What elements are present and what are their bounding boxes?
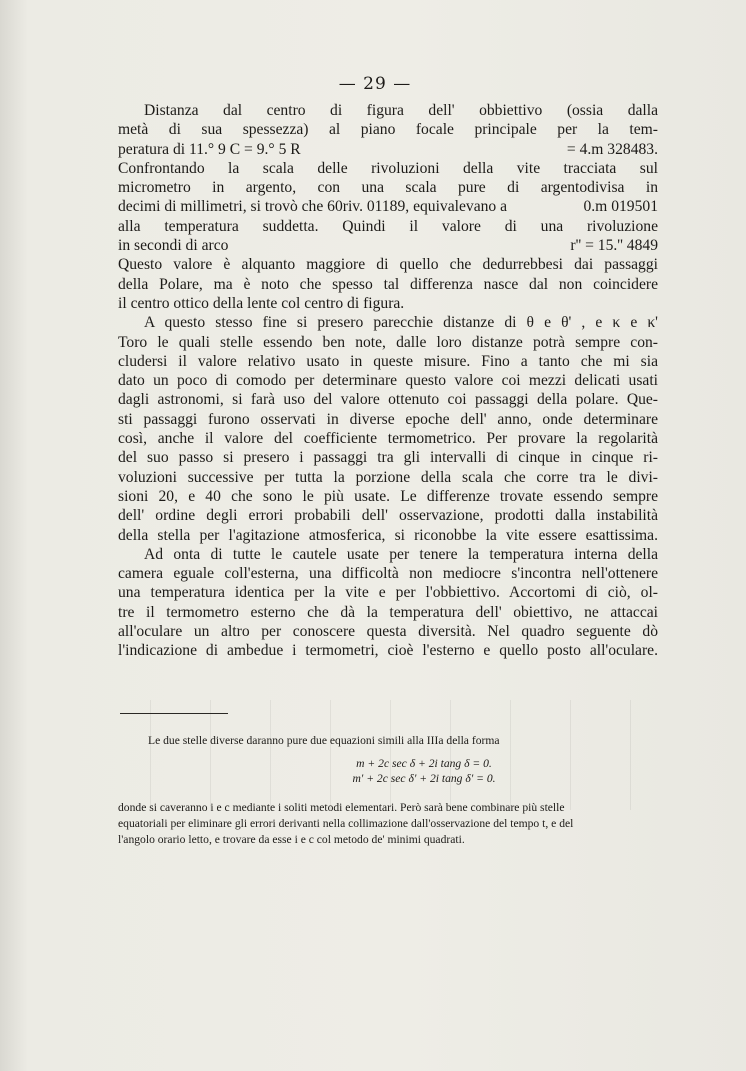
text-line: Distanza dal centro di figura dell' obbiettivo (ossia dalla bbox=[144, 102, 658, 119]
text-line: camera eguale coll'esterna, una difficoltà non mediocre s'incontra nell'ottenere bbox=[118, 565, 658, 583]
text-line: del suo passo si presero i passaggi tra gli intervalli di cinque in cinque ri- bbox=[118, 449, 658, 467]
text-line: il centro ottico della lente col centro di figura. bbox=[118, 294, 405, 312]
footnote-line: donde si caveranno i e c mediante i soliti metodi elementari. Però sarà bene combinare più stelle bbox=[118, 801, 565, 814]
text-line: micrometro in argento, con una scala pure di argentodivisa in bbox=[118, 179, 658, 197]
line-value: 0.m 019501 bbox=[583, 198, 658, 216]
text-line-with-value bbox=[118, 236, 658, 255]
text-line: sti passaggi furono osservati in diverse epoche dell' anno, onde determinare bbox=[118, 410, 658, 428]
footnote bbox=[148, 733, 660, 786]
footnote-intro: Le due stelle diverse daranno pure due equazioni simili alla IIIa della forma bbox=[148, 734, 500, 747]
text-line: A questo stesso fine si presero parecchie distanze di θ e θ' , e κ e κ' bbox=[144, 314, 658, 332]
text-line: Ad onta di tutte le cautele usate per tenere la temperatura interna della bbox=[144, 545, 658, 563]
text-line-with-value bbox=[118, 140, 658, 159]
text-line: all'oculare un altro per conoscere questa diversità. Nel quadro seguente dò bbox=[118, 623, 658, 641]
footnote-line: l'angolo orario letto, e trovare da esse i e c col metodo de' minimi quadrati. bbox=[118, 833, 465, 846]
text-line: della Polare, ma è noto che spesso tal differenza nasce dal non coincidere bbox=[118, 275, 658, 293]
footnote-line: equatoriali per eliminare gli errori derivanti nella collimazione dall'osservazione del tempo t, e del bbox=[118, 817, 574, 830]
text-line: l'indicazione di ambedue i termometri, cioè l'esterno e quello posto all'oculare. bbox=[118, 642, 658, 660]
text-line: della stella per l'agitazione atmosferica, si riconobbe la vite essere esattissima. bbox=[118, 526, 658, 544]
text-line-with-value bbox=[118, 197, 658, 216]
text-line: così, anche il valore del coefficiente termometrico. Per provare la regolarità bbox=[118, 430, 658, 448]
text-line: Toro le quali stelle essendo ben note, dalle loro distanze potrà sempre con- bbox=[118, 333, 658, 351]
text-line: sioni 20, e 40 che sono le più usate. Le differenze trovate essendo sempre bbox=[118, 487, 658, 505]
text-line: Confrontando la scala delle rivoluzioni della vite tracciata sul bbox=[118, 159, 658, 177]
text-line: metà di sua spessezza) al piano focale principale per la tem- bbox=[118, 121, 658, 139]
line-value: r'' = 15.'' 4849 bbox=[570, 237, 658, 255]
text-line: dato un poco di comodo per determinare questo valore coi mezzi delicati usati bbox=[118, 372, 658, 390]
text-line: voluzioni successive per tutta la porzione della scala che corre tra le divi- bbox=[118, 468, 658, 486]
footnote-equation: m' + 2c sec δ' + 2i tang δ' = 0. bbox=[352, 772, 496, 785]
text-line: alla temperatura suddetta. Quindi il valore di una rivoluzione bbox=[118, 217, 658, 235]
footnote-equation: m + 2c sec δ + 2i tang δ = 0. bbox=[356, 757, 492, 770]
main-text bbox=[118, 101, 658, 661]
text-line: una temperatura identica per la vite e per l'obbiettivo. Accortomi di ciò, ol- bbox=[118, 584, 658, 602]
footnote-divider bbox=[120, 713, 228, 714]
text-line: Questo valore è alquanto maggiore di quello che dedurrebbesi dai passaggi bbox=[118, 256, 658, 274]
line-value: = 4.m 328483. bbox=[566, 140, 658, 158]
text-line: dagli astronomi, si farà uso del valore ottenuto coi passaggi della polare. Que- bbox=[118, 391, 658, 409]
line-text: peratura di 11.° 9 C = 9.° 5 R bbox=[118, 140, 301, 158]
text-line: tre il termometro esterno che dà la temperatura dell' obiettivo, ne attaccai bbox=[118, 603, 658, 621]
footnote-continuation bbox=[118, 800, 660, 848]
page-number: — 29 — bbox=[338, 74, 412, 94]
line-text: in secondi di arco bbox=[118, 237, 229, 255]
line-text: decimi di millimetri, si trovò che 60riv. 01189, equivalevano a bbox=[118, 198, 508, 216]
text-line: dell' ordine degli errori probabili dell' osservazione, prodotti dalla instabilità bbox=[118, 507, 658, 525]
text-line: cludersi il valore relativo usato in queste misure. Fino a tanto che mi sia bbox=[118, 352, 658, 370]
